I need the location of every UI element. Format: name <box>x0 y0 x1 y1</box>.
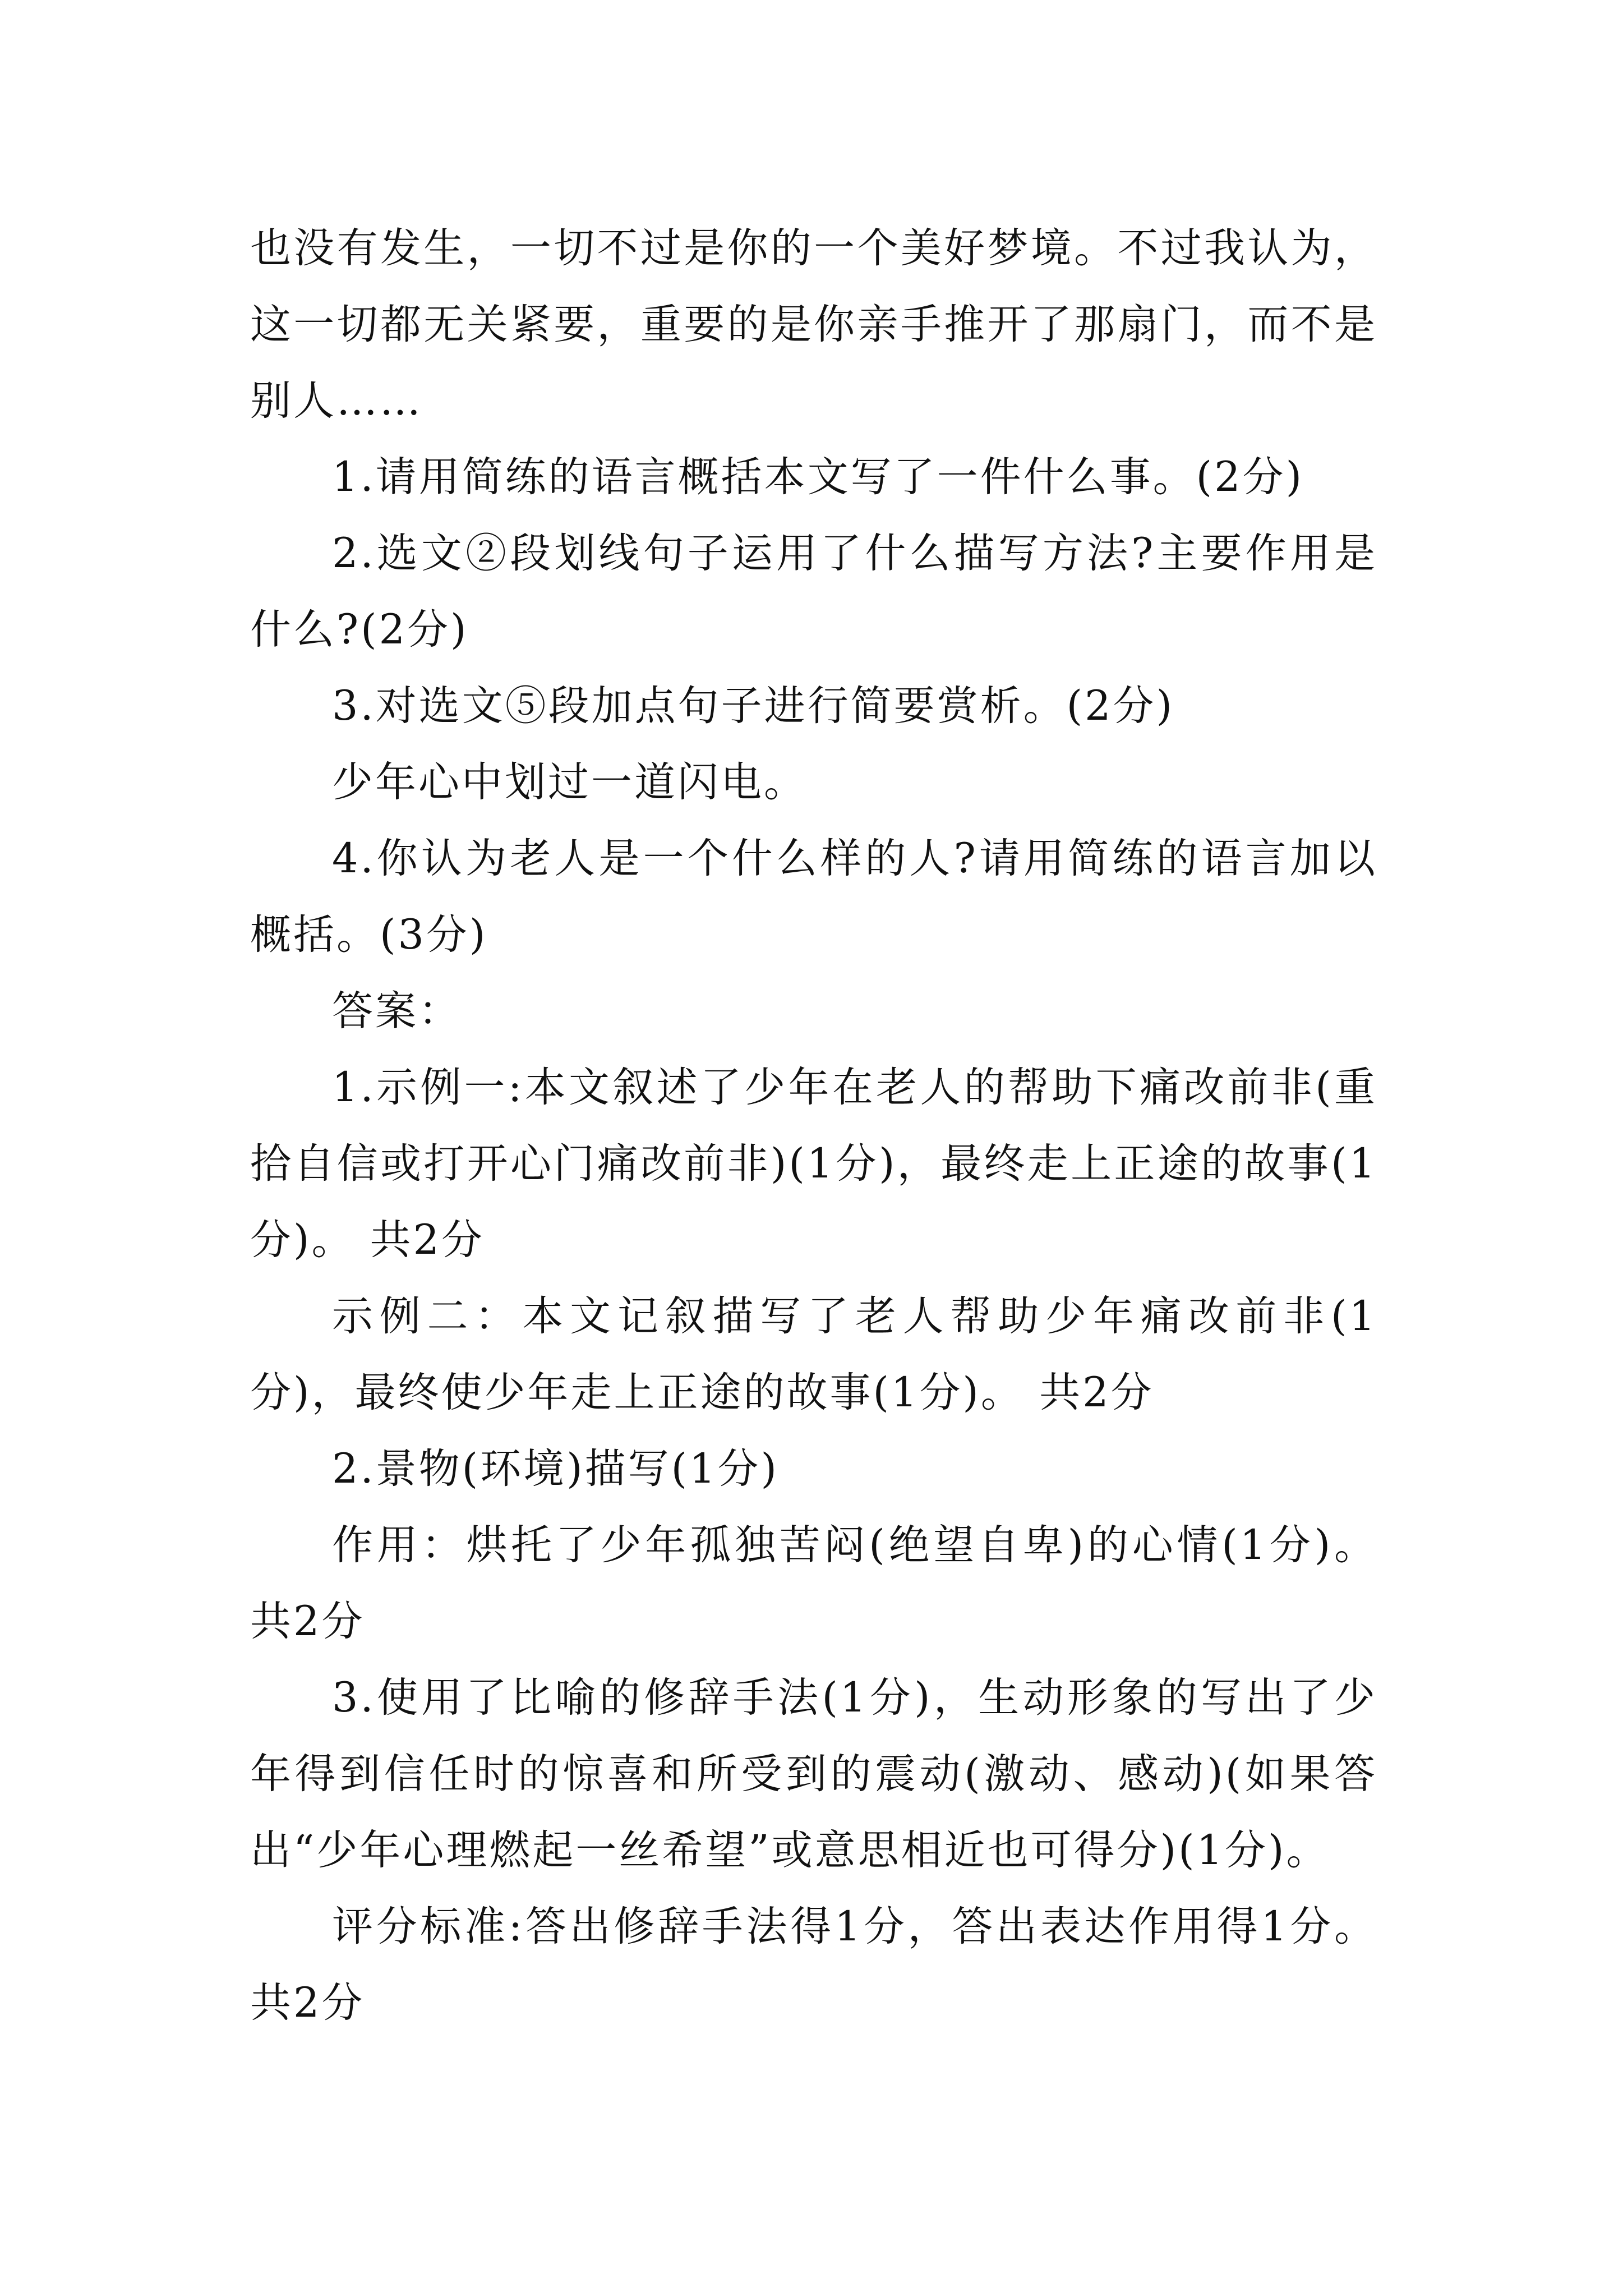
answer-3: 3.使用了比喻的修辞手法(1分)，生动形象的写出了少年得到信任时的惊喜和所受到的震动(激动、感动)(如果答出“少年心理燃起一丝希望”或意思相近也可得分)(1分)。 <box>250 1674 1377 1874</box>
paragraph-continuation: 也没有发生，一切不过是你的一个美好梦境。不过我认为，这一切都无关紧要，重要的是你亲手推开了那扇门，而不是别人…… <box>250 224 1377 425</box>
answer-1-example-1: 1.示例一:本文叙述了少年在老人的帮助下痛改前非(重拾自信或打开心门痛改前非)(1分)，最终走上正途的故事(1分)。 共2分 <box>250 1064 1377 1264</box>
quoted-sentence: 少年心中划过一道闪电。 <box>332 758 807 806</box>
answer-3-scoring: 评分标准:答出修辞手法得1分，答出表达作用得1分。共2分 <box>250 1903 1377 2027</box>
question-2: 2.选文②段划线句子运用了什么描写方法?主要作用是什么?(2分) <box>250 530 1377 654</box>
question-4: 4.你认为老人是一个什么样的人?请用简练的语言加以概括。(3分) <box>250 835 1377 959</box>
question-3: 3.对选文⑤段加点句子进行简要赏析。(2分) <box>332 682 1175 730</box>
answer-1-example-2: 示例二：本文记叙描写了老人帮助少年痛改前非(1分)，最终使少年走上正途的故事(1分)。 共2分 <box>250 1292 1377 1416</box>
document-body <box>250 210 1377 2041</box>
answers-heading: 答案： <box>332 987 462 1035</box>
question-1: 1.请用简练的语言概括本文写了一件什么事。(2分) <box>332 453 1304 501</box>
answer-2-method: 2.景物(环境)描写(1分) <box>332 1445 780 1493</box>
answer-2-effect: 作用：烘托了少年孤独苦闷(绝望自卑)的心情(1分)。共2分 <box>250 1521 1377 1645</box>
